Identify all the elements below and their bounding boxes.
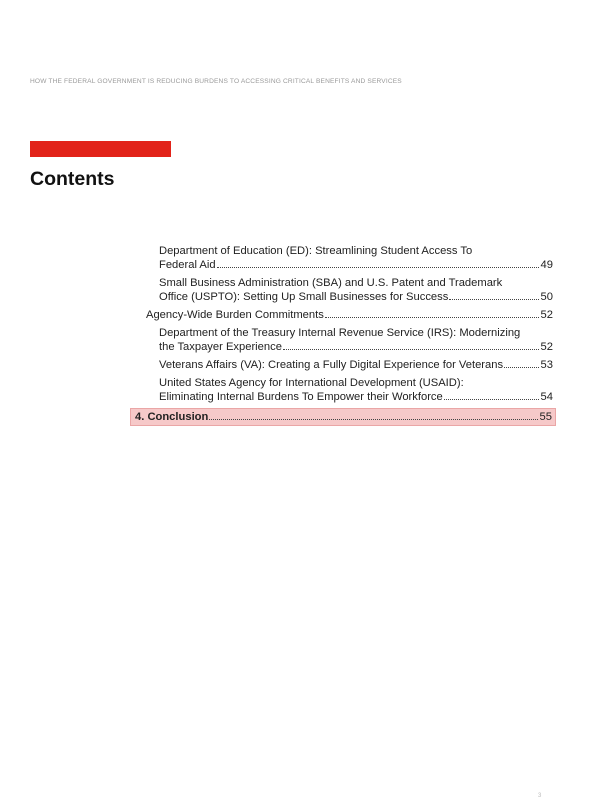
running-header: HOW THE FEDERAL GOVERNMENT IS REDUCING BURDENS TO ACCESSING CRITICAL BENEFITS AND SERVICES — [30, 78, 402, 85]
toc-entry-final-line — [159, 258, 553, 272]
toc-entry[interactable] — [130, 376, 556, 404]
toc-page-number: 50 — [540, 291, 553, 303]
toc-entry-title: Federal Aid — [159, 259, 216, 271]
accent-bar — [30, 141, 171, 157]
toc-entry-text-line: Small Business Administration (SBA) and U.S. Patent and Trademark — [159, 277, 503, 289]
table-of-contents — [130, 244, 556, 430]
toc-page-number: 49 — [540, 259, 553, 271]
dot-leader — [504, 367, 538, 368]
dot-leader — [444, 399, 539, 400]
dot-leader — [217, 267, 539, 268]
toc-entry-title: Eliminating Internal Burdens To Empower their Workforce — [159, 391, 443, 403]
dot-leader — [325, 317, 539, 318]
toc-entry-final-line — [159, 290, 553, 304]
toc-entry-text-line: Department of Education (ED): Streamlining Student Access To — [159, 245, 473, 257]
dot-leader — [449, 299, 538, 300]
page-title: Contents — [30, 168, 115, 190]
toc-entry-title: Agency-Wide Burden Commitments — [146, 309, 324, 321]
toc-entry-title: Veterans Affairs (VA): Creating a Fully Digital Experience for Veterans — [159, 359, 504, 371]
toc-entry-final-line — [159, 340, 553, 354]
toc-entry-final-line — [159, 390, 553, 404]
toc-page-number: 54 — [540, 391, 553, 403]
toc-page-number: 52 — [540, 309, 553, 321]
toc-entry[interactable] — [130, 308, 556, 322]
toc-entry[interactable] — [130, 244, 556, 272]
toc-entry[interactable] — [130, 358, 556, 372]
toc-entry-text-line: United States Agency for International Development (USAID): — [159, 377, 464, 389]
toc-page-number: 52 — [540, 341, 553, 353]
toc-entry-final-line — [159, 358, 553, 372]
dot-leader — [209, 419, 537, 420]
toc-page-number: 53 — [540, 359, 553, 371]
toc-entry-title: 4. Conclusion — [135, 411, 209, 423]
dot-leader — [283, 349, 539, 350]
toc-entry-final-line — [135, 410, 552, 424]
toc-entry[interactable] — [130, 326, 556, 354]
toc-entry-title: the Taxpayer Experience — [159, 341, 282, 353]
toc-entry-final-line — [146, 308, 553, 322]
toc-page-number: 55 — [539, 411, 552, 423]
toc-entry-title: Office (USPTO): Setting Up Small Businesses for Success — [159, 291, 449, 303]
toc-entry-text-line: Department of the Treasury Internal Revenue Service (IRS): Modernizing — [159, 327, 521, 339]
toc-entry[interactable] — [130, 276, 556, 304]
toc-entry-conclusion[interactable] — [130, 408, 556, 426]
page-number: 3 — [538, 793, 542, 799]
